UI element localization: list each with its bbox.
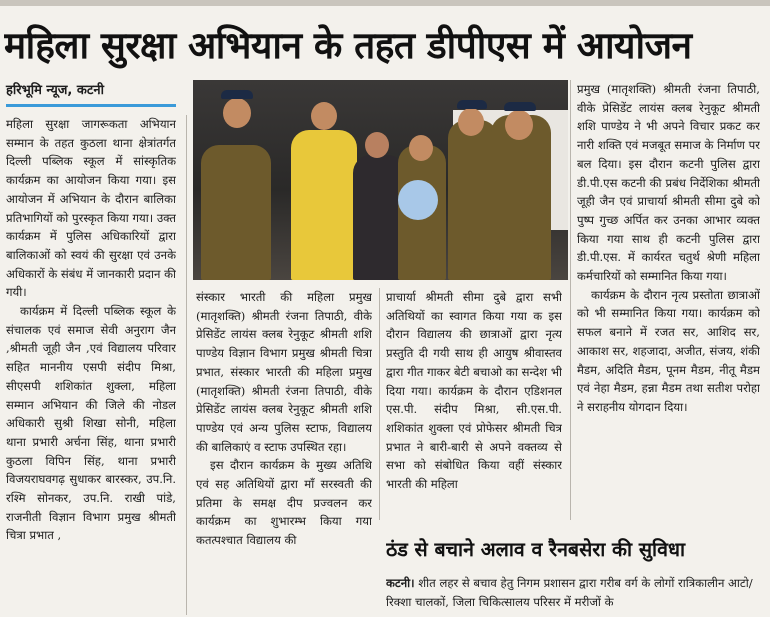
byline: हरिभूमि न्यूज, कटनी: [6, 83, 104, 98]
paragraph: संस्कार भारती की महिला प्रमुख (मातृशक्ति) श्रीमती रंजना तिपाठी, वीके प्रेसिडेंट लायंस क्लब रेनुकूट श्रीमती शशि पाण्डेय विज्ञान विभाग प्रमुख श्रीमती चित्रा प्रभात, संस्कार भारती की महिला प्रमुख (मातृशक्ति) श्रीमती रंजना तिपाठी, वीके प्रेसिडेंट लायंस क्लब रेनुकूट श्रीमती शशि पाण्डेय एवं अन्य पुलिस स्टाफ, विद्यालय की बालिकाएं व स्टाफ उपस्थित रहा।: [196, 290, 372, 454]
second-article-headline: ठंड से बचाने अलाव व रैनबसेरा की सुविधा: [386, 538, 685, 561]
article-column-3: [386, 288, 562, 520]
photo-head: [311, 102, 337, 130]
photo-head: [409, 135, 433, 161]
photo-cap: [457, 100, 487, 109]
paragraph: प्रमुख (मातृशक्ति) श्रीमती रंजना तिपाठी, वीके प्रेसिडेंट लायंस क्लब रेनुकूट श्रीमती शशि पाण्डेय ने भी अपने विचार प्रकट कर नारी शक्ति एवं मजबूत समाज के निर्माण पर बल दिया। इस दौरान कटनी पुलिस द्वारा डी.पी.एस कटनी की प्रबंध निर्देशिका श्रीमती जूही जैन एवं प्राचार्या श्रीमती सीमा दुबे को पुष्प गुच्छ अर्पित कर उनका आभार व्यक्त किया गया साथ ही कटनी पुलिस द्वारा डी.पी.एस. में कार्यरत चतुर्थ श्रेणी महिला कर्मचारियों को सम्मानित किया गया।: [577, 82, 760, 284]
column-divider: [186, 115, 187, 615]
column-divider: [379, 288, 380, 520]
event-photo: [193, 80, 568, 280]
paragraph: कार्यक्रम के दौरान नृत्य प्रस्तोता छात्राओं को भी सम्मानित किया गया। कार्यक्रम को सफल बनाने में रजत सर, आशिद सर, आकाश सर, शहजादा, अजीत, संजय, शंकी मैडम, अदिति मैडम, पूनम मैडम, नीतू मैडम एवं नेहा मैडम, हन्ना मैडम तथा सतीश परोहा ने सराहनीय योगदान दिया।: [577, 287, 760, 414]
paragraph: कार्यक्रम में दिल्ली पब्लिक स्कूल के संचालक एवं समाज सेवी अनुराग जैन ,श्रीमती जूही जैन ,एवं विद्यालय परिवार सहित माननीय एसपी संदीप मिश्रा, सीएसपी शशिकांत शुक्ला, महिला सम्मान अभियान की जिले की नोडल अधिकारी सुश्री शिखा सोनी, महिला थाना प्रभारी अर्चना सिंह, थाना प्रभारी कुठला विपिन सिंह, थाना प्रभारी विजयराघवगढ़ सुधाकर बारस्कर, उप.नि. रश्मि सोनकर, उप.नि. राखी पांडे, राजनीती विज्ञान विभाग प्रमुख श्रीमती चित्रा प्रभात ,: [6, 304, 176, 543]
paragraph: महिला सुरक्षा जागरूकता अभियान सम्मान के तहत कुठला थाना क्षेत्रांतर्गत दिल्ली पब्लिक स्कूल में सांस्कृतिक कार्यक्रम का आयोजन किया गया। इस आयोजन में अभियान के दौरान बालिका प्रतिभागियों को पुरस्कृत किया गया। उक्त कार्यक्रम में पुलिस अधिकारियों द्वारा बालिकाओं को स्वयं की सुरक्षा एवं उनके अधिकारों के संबंध में जानकारी प्रदान की गयी।: [6, 117, 176, 300]
bouquet-shape: [398, 180, 438, 220]
second-article-body: शीत लहर से बचाव हेतु निगम प्रशासन द्वारा गरीब वर्ग के लोगों रात्रिकालीन आटो/रिक्शा चालकों, जिला चिकित्सालय परिसर में मरीजों के: [386, 576, 753, 609]
article-column-1: [6, 115, 176, 615]
paragraph: इस दौरान कार्यक्रम के मुख्य अतिथि एवं सह अतिथियों द्वारा माँ सरस्वती की प्रतिमा के समक्ष दीप प्रज्वलन कर कार्यक्रम का शुभारम्भ किया गया कतत्पश्चात विद्यालय की: [196, 458, 372, 548]
top-rule: [0, 0, 770, 6]
article-column-2: [196, 288, 372, 608]
paragraph: प्राचार्या श्रीमती सीमा दुबे द्वारा सभी अतिथियों का स्वागत किया गया क इस दौरान विद्यालय की छात्राओं द्वारा नृत्य प्रस्तुति दी गयी साथ ही आयुष श्रीवास्तव द्वारा गीत गाकर बेटी बचाओ का सन्देश भी दिया गया। कार्यक्रम के दौरान एडिशनल एस.पी. संदीप मिश्रा, सी.एस.पी. शशिकांत शुक्ला एवं प्रोफेसर श्रीमती चित्र प्रभात ने बारी-बारी से अपने वक्तव्य से सभा को संबोधित किया वहीं संस्कार भारती की महिला: [386, 290, 562, 492]
photo-head: [505, 110, 533, 140]
column-divider: [570, 80, 571, 520]
photo-figure: [201, 145, 271, 280]
photo-cap: [504, 102, 536, 111]
photo-figure: [291, 130, 357, 280]
second-article-text: [386, 574, 766, 616]
byline-rule: [6, 104, 176, 107]
photo-head: [365, 132, 389, 158]
photo-head: [458, 108, 484, 136]
dateline: कटनी।: [386, 576, 415, 590]
photo-cap: [221, 90, 253, 99]
article-column-4: [577, 80, 760, 520]
page-headline: महिला सुरक्षा अभियान के तहत डीपीएस में आयोजन: [4, 24, 692, 67]
photo-head: [223, 98, 251, 128]
